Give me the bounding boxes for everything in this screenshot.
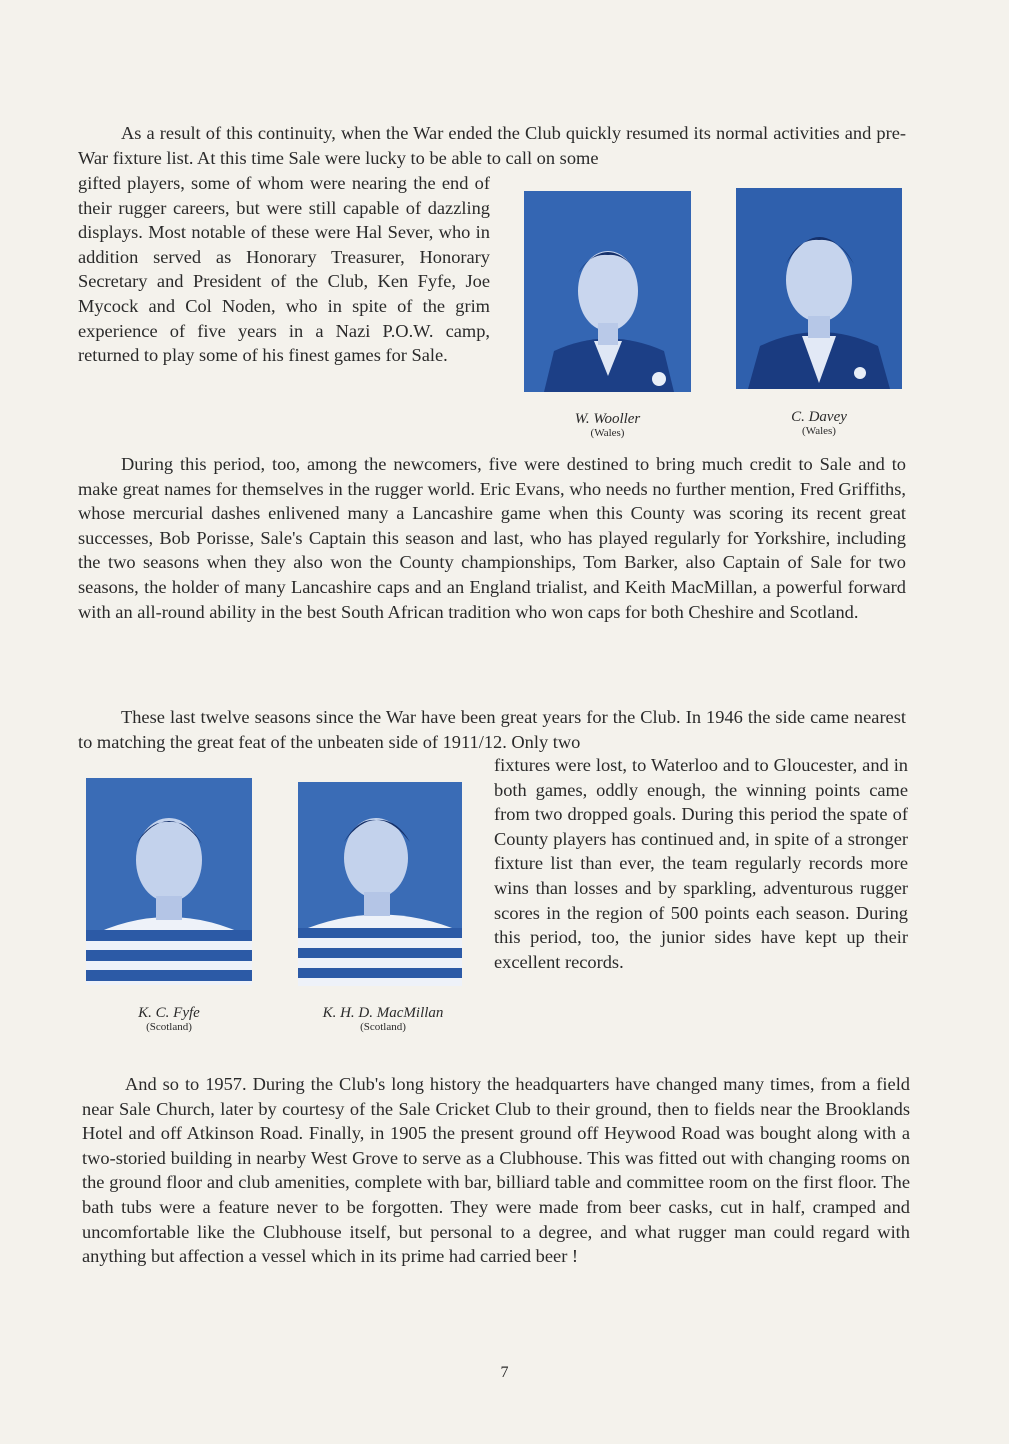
paragraph-3-lead: These last twelve seasons since the War have been great years for the Club. In 1946 the side came nearest to matching the great feat of the unbeaten side of 1911/12. Only two	[78, 707, 906, 752]
page-number: 7	[500, 1364, 509, 1381]
caption-macmillan-country: (Scotland)	[360, 1021, 406, 1033]
caption-macmillan-name: K. H. D. MacMillan	[322, 1005, 444, 1021]
caption-wooller-country: (Wales)	[590, 427, 625, 439]
caption-davey-country: (Wales)	[802, 425, 836, 437]
paragraph-1-lead: As a result of this continuity, when the War ended the Club quickly resumed its normal activities and pre-War fixture list. At this time Sale were lucky to be able to call on some	[78, 123, 906, 168]
photo-davey	[736, 188, 902, 389]
paragraph-3-body: fixtures were lost, to Waterloo and to Gloucester, and in both games, oddly enough, the winning points came from two dropped goals. During this period the spate of County players has continued and, in spite of a stronger fixture list than ever, the team regularly records more wins than losses and by sparkling, adventurous rugger scores in the region of 500 points each season. During this period, too, the junior sides have kept up their excellent records.	[494, 755, 908, 972]
photo-fyfe	[86, 778, 252, 985]
caption-fyfe-country: (Scotland)	[146, 1021, 192, 1033]
photo-macmillan	[298, 782, 462, 986]
caption-wooller	[524, 412, 691, 440]
caption-fyfe-name: K. C. Fyfe	[138, 1005, 200, 1021]
caption-macmillan	[290, 1006, 476, 1034]
caption-davey	[736, 410, 902, 438]
caption-wooller-name: W. Wooller	[574, 411, 641, 427]
caption-davey-name: C. Davey	[791, 409, 847, 425]
paragraph-4: And so to 1957. During the Club's long history the headquarters have changed many times, from a field near Sale Church, later by courtesy of the Sale Cricket Club to their ground, then to fields near the Brooklands Hotel and off Atkinson Road. Finally, in 1905 the present ground off Heywood Road was bought along with a two-storied building in nearby West Grove to serve as a Clubhouse. This was fitted out with changing rooms on the ground floor and club amenities, complete with bar, billiard table and committee room on the first floor. The bath tubs were a feature never to be forgotten. They were made from beer casks, cut in half, cramped and uncomfortable like the Clubhouse itself, but personal to a degree, and what rugger man could regard with anything but affection a vessel which in its prime had carried beer !	[82, 1074, 910, 1267]
caption-fyfe	[86, 1006, 252, 1034]
paragraph-1-body: gifted players, some of whom were nearing the end of their rugger careers, but were still capable of dazzling displays. Most notable of these were Hal Sever, who in addition served as Honorary Treasurer, Honorary Secretary and President of the Club, Ken Fyfe, Joe Mycock and Col Noden, who in spite of the grim experience of five years in a Nazi P.O.W. camp, returned to play some of his finest games for Sale.	[78, 173, 490, 366]
photo-wooller	[524, 191, 691, 392]
paragraph-2: During this period, too, among the newcomers, five were destined to bring much credit to Sale and to make great names for themselves in the rugger world. Eric Evans, who needs no further mention, Fred Griffiths, whose mercurial dashes enlivened many a Lancashire game when this County was scoring its recent great successes, Bob Porisse, Sale's Captain this season and last, who has played regularly for Yorkshire, including the two seasons when they also won the County championships, Tom Barker, also Captain of Sale for two seasons, the holder of many Lancashire caps and an England trialist, and Keith MacMillan, a powerful forward with an all-round ability in the best South African tradition who won caps for both Cheshire and Scotland.	[78, 454, 906, 622]
